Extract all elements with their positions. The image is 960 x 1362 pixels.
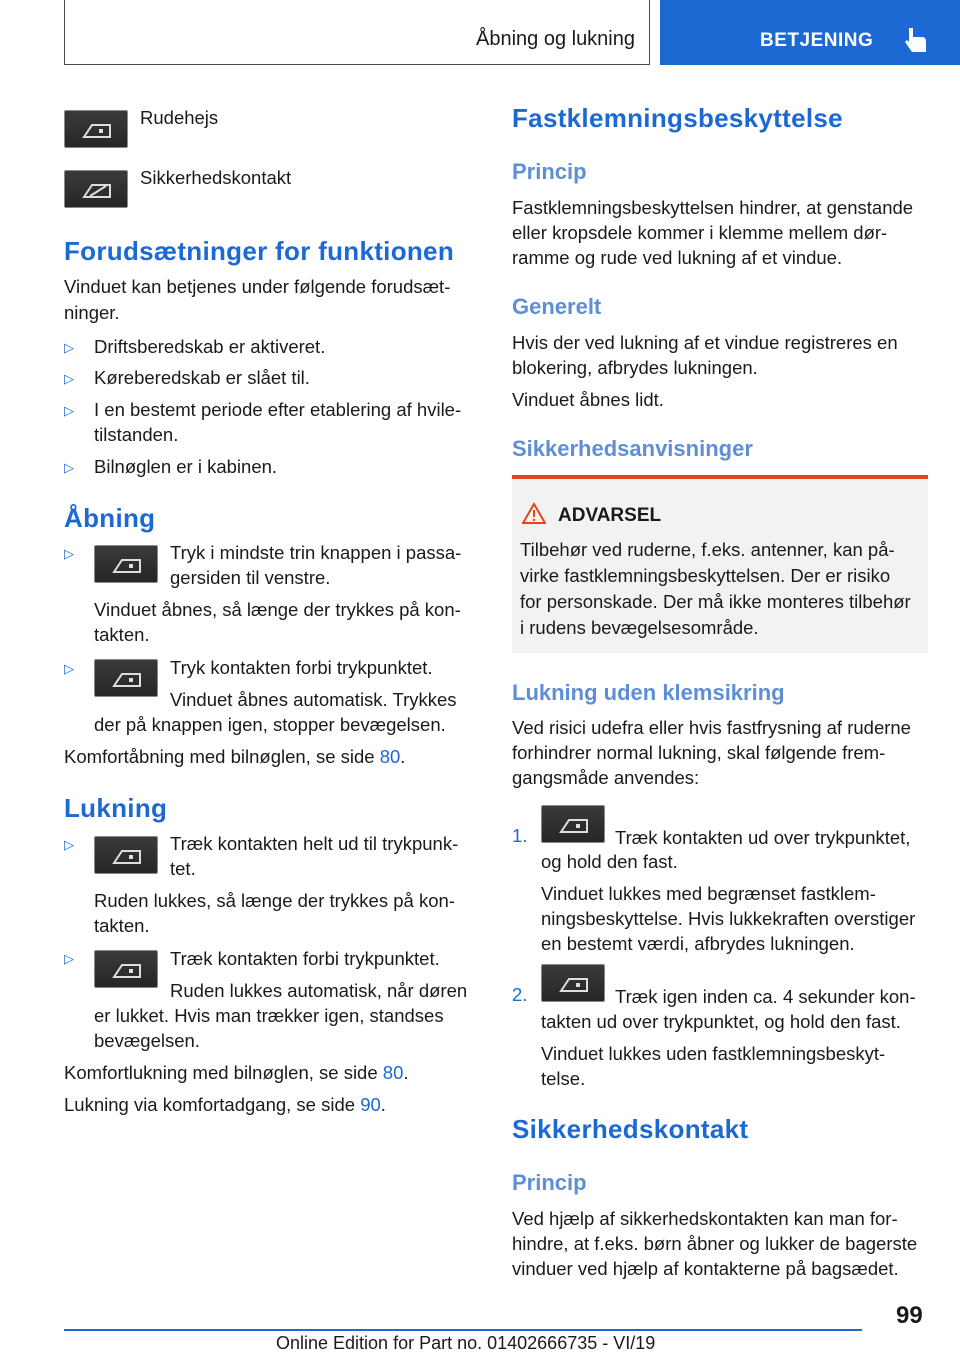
prereq-item-3b: tilstanden.	[94, 424, 179, 445]
close-step2-line1: Træk kontakten forbi trykpunktet.	[170, 948, 440, 969]
open-step1-line3: Vinduet åbnes, så længe der trykkes på kon-	[94, 599, 461, 620]
window-switch-icon	[541, 805, 605, 843]
open-comfort-label: Komfortåbning med bilnøglen, se side	[64, 746, 380, 767]
nolock-line1: Ved risici udefra eller hvis fastfrysning af ruderne	[512, 717, 911, 738]
page-link-80[interactable]: 80	[379, 746, 401, 767]
warning-box	[512, 475, 928, 653]
prereq-intro-1: Vinduet kan betjenes under følgende forudsæt-	[64, 276, 451, 297]
window-switch-icon	[94, 950, 158, 988]
bullet-triangle-icon: ▷	[64, 837, 74, 852]
bullet-triangle-icon: ▷	[64, 460, 74, 475]
principle-line2: eller kropsdele kommer i klemme mellem dør-	[512, 222, 888, 243]
page-link-90[interactable]: 90	[360, 1094, 381, 1115]
close-step2-line2: Ruden lukkes automatisk, når døren	[170, 980, 468, 1001]
prereq-item-3a: I en bestemt periode efter etablering af hvile-	[94, 399, 462, 420]
principle-heading: Princip	[512, 159, 587, 184]
close-step1-line3: Ruden lukkes, så længe der trykkes på kon-	[94, 890, 455, 911]
page-link-80[interactable]: 80	[382, 1062, 404, 1083]
page-number: 99	[896, 1302, 923, 1329]
contact-principle-heading: Princip	[512, 1170, 587, 1195]
close-access-text: Lukning via komfortadgang, se side 90.	[64, 1094, 386, 1115]
general-line3: Vinduet åbnes lidt.	[512, 389, 664, 410]
icon-label-rudehejs: Rudehejs	[140, 107, 219, 128]
header-section-box	[64, 0, 650, 65]
open-step1-line4: takten.	[94, 624, 150, 645]
principle-line3: ramme og rude ved lukning af et vindue.	[512, 247, 843, 268]
principle-line1: Fastklemningsbeskyttelsen hindrer, at genstande	[512, 197, 914, 218]
close-step1-line1: Træk kontakten helt ud til trykpunk-	[170, 833, 459, 854]
icon-label-sikkerhedskontakt: Sikkerhedskontakt	[140, 167, 292, 188]
general-line1: Hvis der ved lukning af et vindue registreres en	[512, 332, 898, 353]
warning-triangle-icon	[522, 502, 546, 526]
prereq-item-2: Køreberedskab er slået til.	[94, 367, 310, 388]
window-switch-icon	[94, 659, 158, 697]
window-switch-icon	[64, 110, 128, 148]
step1-line3: Vinduet lukkes med begrænset fastklem-	[541, 883, 876, 904]
nolock-line3: gangsmåde anvendes:	[512, 767, 700, 788]
step1-line1: Træk kontakten ud over trykpunktet,	[615, 827, 911, 848]
bullet-triangle-icon: ▷	[64, 661, 74, 676]
contact-line1: Ved hjælp af sikkerhedskontakten kan man for-	[512, 1208, 898, 1229]
step2-line1: Træk igen inden ca. 4 sekunder kon-	[615, 986, 916, 1007]
step2-line2: takten ud over trykpunktet, og hold den fast.	[541, 1011, 901, 1032]
open-step2-line3: der på knappen igen, stopper bevægelsen.	[94, 714, 446, 735]
close-step1-line4: takten.	[94, 915, 150, 936]
close-step2-line4: bevægelsen.	[94, 1030, 200, 1051]
safety-switch-icon	[64, 170, 128, 208]
safety-heading: Sikkerhedsanvisninger	[512, 436, 753, 461]
prereq-intro-2: ninger.	[64, 302, 120, 323]
step-number-1: 1.	[512, 825, 528, 846]
close-step2-line3: er lukket. Hvis man trækker igen, standses	[94, 1005, 444, 1026]
warning-title: ADVARSEL	[558, 505, 662, 526]
warning-line2: virke fastklemningsbeskyttelsen. Der er risiko	[520, 565, 891, 586]
prereq-item-4: Bilnøglen er i kabinen.	[94, 456, 278, 477]
header-chapter-title: BETJENING	[760, 30, 874, 51]
open-step1-line1: Tryk i mindste trin knappen i passa-	[170, 542, 462, 563]
bullet-triangle-icon: ▷	[64, 371, 74, 386]
general-heading: Generelt	[512, 294, 602, 319]
step1-line5: en bestemt værdi, afbrydes lukningen.	[541, 933, 855, 954]
footer-divider	[64, 1329, 862, 1331]
window-switch-icon	[94, 545, 158, 583]
bullet-triangle-icon: ▷	[64, 951, 74, 966]
warning-line4: i rudens bevægelsesområde.	[520, 617, 759, 638]
close-heading: Lukning	[64, 793, 168, 823]
step2-line3: Vinduet lukkes uden fastklemningsbeskyt-	[541, 1043, 886, 1064]
contact-line2: hindre, at f.eks. børn åbner og lukker de bagerste	[512, 1233, 918, 1254]
pinch-protection-heading: Fastklemningsbeskyttelse	[512, 103, 843, 133]
open-step2-line2: Vinduet åbnes automatisk. Trykkes	[170, 689, 457, 710]
warning-line3: for personskade. Der må ikke monteres tilbehør	[520, 591, 911, 612]
pointing-hand-icon	[900, 24, 930, 54]
nolock-heading: Lukning uden klemsikring	[512, 680, 785, 705]
close-step1-line2: tet.	[170, 858, 196, 879]
window-switch-icon	[94, 836, 158, 874]
open-step2-line1: Tryk kontakten forbi trykpunktet.	[170, 657, 433, 678]
step1-line4: ningsbeskyttelse. Hvis lukkekraften overstiger	[541, 908, 916, 929]
step1-line2: og hold den fast.	[541, 851, 678, 872]
bullet-triangle-icon: ▷	[64, 546, 74, 561]
open-comfort-text: Komfortåbning med bilnøglen, se side 80.	[64, 746, 406, 767]
window-switch-icon	[541, 964, 605, 1002]
step2-line4: telse.	[541, 1068, 586, 1089]
step-number-2: 2.	[512, 984, 528, 1005]
prereq-heading: Forudsætninger for funktionen	[64, 236, 455, 266]
prereq-item-1: Driftsberedskab er aktiveret.	[94, 336, 326, 357]
contact-line3: vinduer ved hjælp af kontakterne på bagsædet.	[512, 1258, 899, 1279]
close-comfort-label: Komfortlukning med bilnøglen, se side	[64, 1062, 383, 1083]
safety-contact-heading: Sikkerhedskontakt	[512, 1114, 749, 1144]
warning-line1: Tilbehør ved ruderne, f.eks. antenner, kan på-	[520, 539, 895, 560]
header-chapter-box	[660, 0, 960, 65]
open-heading: Åbning	[64, 503, 156, 533]
open-step1-line2: gersiden til venstre.	[170, 567, 331, 588]
bullet-triangle-icon: ▷	[64, 340, 74, 355]
header-section-title: Åbning og lukning	[475, 28, 635, 50]
close-comfort-text: Komfortlukning med bilnøglen, se side 80.	[64, 1062, 409, 1083]
footer-edition: Online Edition for Part no. 01402666735 - VI/19	[276, 1333, 656, 1353]
bullet-triangle-icon: ▷	[64, 403, 74, 418]
general-line2: blokering, afbrydes lukningen.	[512, 357, 758, 378]
nolock-line2: forhindrer normal lukning, skal følgende frem-	[512, 742, 886, 763]
close-access-label: Lukning via komfortadgang, se side	[64, 1094, 361, 1115]
